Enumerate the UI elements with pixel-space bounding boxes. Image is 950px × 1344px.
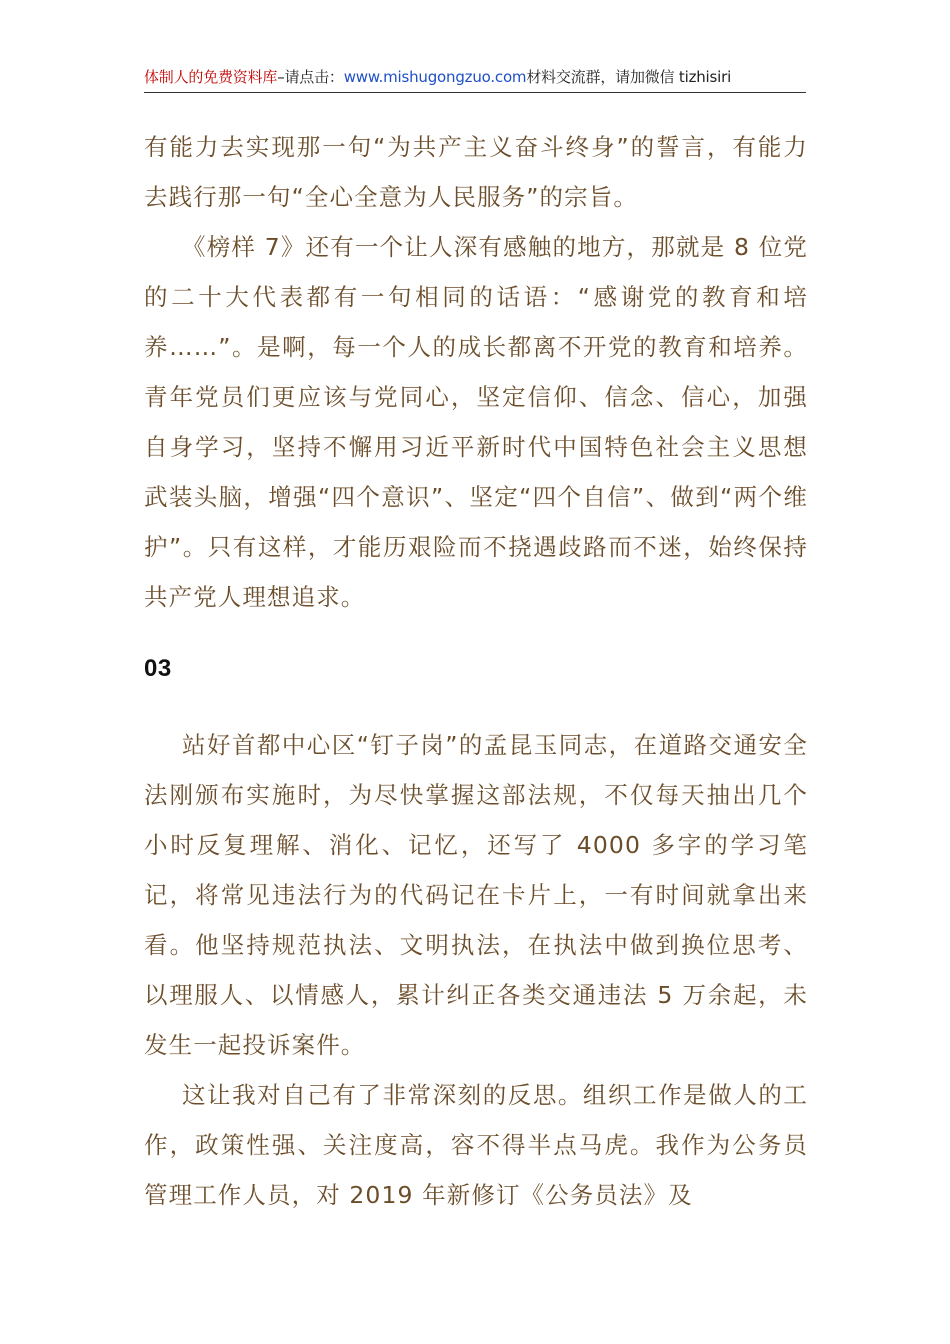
page-header bbox=[144, 62, 806, 93]
header-brand: 体制人的免费资料库 bbox=[144, 68, 278, 86]
paragraph-2: 《榜样 7》还有一个让人深有感触的地方，那就是 8 位党的二十大代表都有一句相同的话语：“感谢党的教育和培养……”。是啊，每一个人的成长都离不开党的教育和培养。青年党员们更应该与党同心，坚定信仰、信念、信心，加强自身学习，坚持不懈用习近平新时代中国特色社会主义思想武装头脑，增强“四个意识”、坚定“四个自信”、做到“两个维护”。只有这样，才能历艰险而不挠遇歧路而不迷，始终保持共产党人理想追求。 bbox=[144, 233, 808, 611]
paragraph-3: 站好首都中心区“钉子岗”的孟昆玉同志，在道路交通安全法刚颁布实施时，为尽快掌握这部法规，不仅每天抽出几个小时反复理解、消化、记忆，还写了 4000 多字的学习笔记，将常见违法行为的代码记在卡片上，一有时间就拿出来看。他坚持规范执法、文明执法，在执法中做到换位思考、以理服人、以情感人，累计纠正各类交通违法 5 万余起，未发生一起投诉案件。 bbox=[144, 731, 808, 1059]
header-prompt: –请点击： bbox=[277, 68, 344, 86]
header-suffix: 材料交流群，请加微信 tizhisiri bbox=[526, 68, 732, 86]
header-url-link[interactable]: www.mishugongzuo.com bbox=[343, 68, 527, 86]
document-body bbox=[144, 122, 808, 1220]
paragraph-1: 有能力去实现那一句“为共产主义奋斗终身”的誓言，有能力去践行那一句“全心全意为人民服务”的宗旨。 bbox=[144, 133, 808, 211]
paragraph-4: 这让我对自己有了非常深刻的反思。组织工作是做人的工作，政策性强、关注度高，容不得半点马虎。我作为公务员管理工作人员，对 2019 年新修订《公务员法》及 bbox=[144, 1081, 808, 1209]
section-heading: 03 bbox=[144, 655, 172, 682]
